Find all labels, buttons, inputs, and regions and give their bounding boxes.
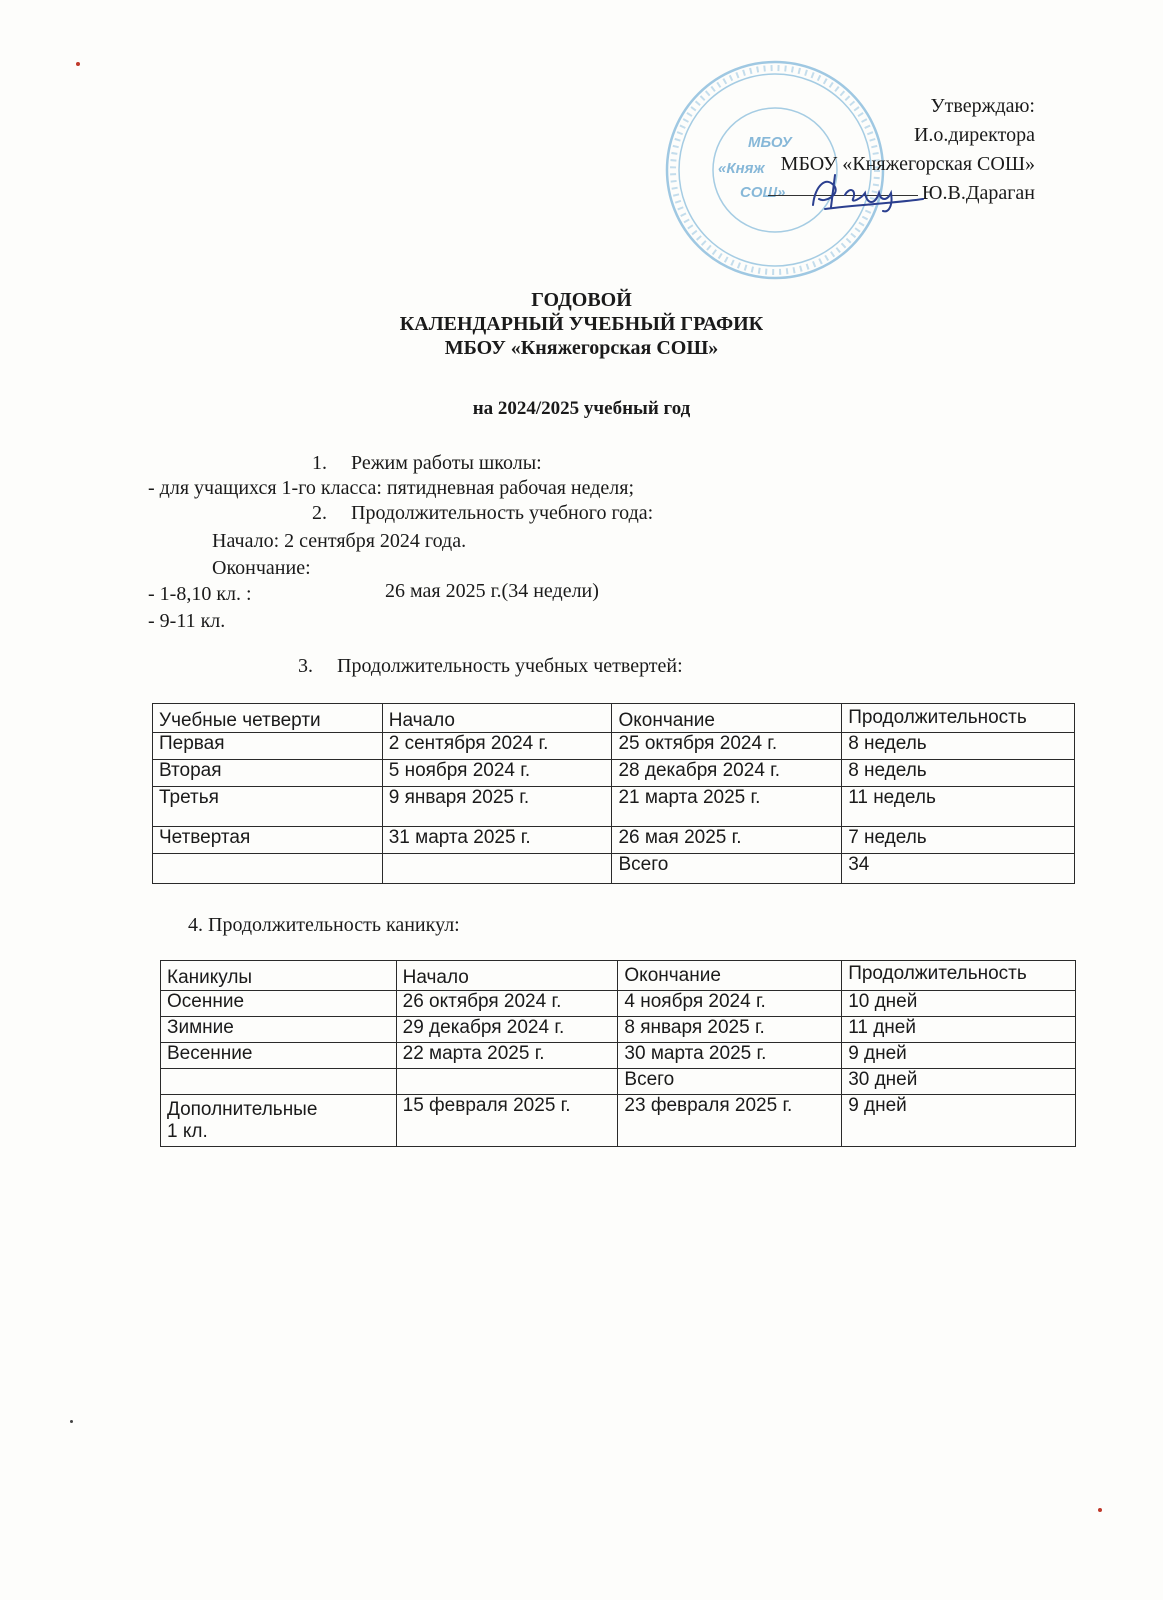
table-cell: Дополнительные 1 кл. — [161, 1095, 397, 1147]
table-cell: 30 марта 2025 г. — [618, 1043, 842, 1069]
table-cell: 5 ноября 2024 г. — [382, 760, 612, 787]
table-cell: Всего — [612, 854, 842, 884]
table-cell: Первая — [153, 733, 383, 760]
holidays-table — [160, 960, 1076, 1147]
title-line-1: ГОДОВОЙ — [531, 289, 632, 311]
svg-text:МБОУ: МБОУ — [748, 134, 792, 151]
section-4-heading: 4. Продолжительность каникул: — [188, 914, 460, 936]
table-cell: 9 января 2025 г. — [382, 787, 612, 827]
table-cell: 29 декабря 2024 г. — [396, 1017, 618, 1043]
section-2-heading — [312, 502, 653, 525]
svg-text:«Княж: «Княж — [718, 160, 765, 177]
section-3-heading — [298, 655, 683, 678]
handwritten-signature — [805, 165, 925, 215]
document-title — [0, 288, 1163, 360]
header-cell: Продолжительность — [842, 704, 1075, 733]
table-header-row — [153, 704, 1075, 733]
table-cell: 8 января 2025 г. — [618, 1017, 842, 1043]
title-line-3: МБОУ «Княжегорская СОШ» — [444, 337, 719, 359]
table-total-row — [153, 854, 1075, 884]
table-row — [161, 1043, 1076, 1069]
table-cell: 2 сентября 2024 г. — [382, 733, 612, 760]
table-row — [153, 827, 1075, 854]
header-cell: Начало — [396, 961, 618, 991]
table-cell: 9 дней — [842, 1043, 1076, 1069]
section-2-title: Продолжительность учебного года: — [351, 502, 654, 524]
table-row — [153, 760, 1075, 787]
year-end-grades-1-8-10-label: - 1-8,10 кл. : — [148, 583, 252, 605]
table-cell: Всего — [618, 1069, 842, 1095]
approval-line-2: И.о.директора — [913, 124, 1035, 146]
academic-year: на 2024/2025 учебный год — [472, 398, 691, 419]
table-cell: 28 декабря 2024 г. — [612, 760, 842, 787]
year-start: Начало: 2 сентября 2024 года. — [212, 530, 467, 552]
section-1-number: 1. — [312, 452, 327, 474]
section-2-number: 2. — [312, 502, 327, 524]
table-cell: 23 февраля 2025 г. — [618, 1095, 842, 1147]
table-row — [153, 733, 1075, 760]
table-cell: 9 дней — [842, 1095, 1076, 1147]
table-cell: 26 октября 2024 г. — [396, 991, 618, 1017]
section-3-title: Продолжительность учебных четвертей: — [337, 655, 683, 677]
table-cell — [153, 854, 383, 884]
header-cell: Учебные четверти — [153, 704, 383, 733]
table-cell: Вторая — [153, 760, 383, 787]
approval-line-1: Утверждаю: — [930, 95, 1035, 117]
header-cell: Продолжительность — [842, 961, 1076, 991]
table-cell — [382, 854, 612, 884]
section-1-item: - для учащихся 1-го класса: пятидневная рабочая неделя; — [148, 477, 635, 499]
header-cell: Окончание — [618, 961, 842, 991]
svg-text:СОШ»: СОШ» — [740, 184, 786, 201]
section-1-title: Режим работы школы: — [351, 452, 542, 474]
table-row — [161, 991, 1076, 1017]
table-cell: 8 недель — [842, 733, 1075, 760]
header-cell: Каникулы — [161, 961, 397, 991]
table-cell: 4 ноября 2024 г. — [618, 991, 842, 1017]
scan-speck — [1098, 1508, 1102, 1512]
table-cell: 30 дней — [842, 1069, 1076, 1095]
table-cell: Осенние — [161, 991, 397, 1017]
table-cell: 31 марта 2025 г. — [382, 827, 612, 854]
table-row — [161, 1017, 1076, 1043]
approval-line-3: МБОУ «Княжегорская СОШ» — [780, 153, 1035, 175]
scan-speck — [70, 1420, 73, 1423]
table-cell: 34 — [842, 854, 1075, 884]
table-cell — [161, 1069, 397, 1095]
table-cell: 25 октября 2024 г. — [612, 733, 842, 760]
table-row — [153, 787, 1075, 827]
table-cell: 22 марта 2025 г. — [396, 1043, 618, 1069]
table-cell: 8 недель — [842, 760, 1075, 787]
table-cell: Третья — [153, 787, 383, 827]
table-cell: 11 недель — [842, 787, 1075, 827]
year-end-grades-9-11-label: - 9-11 кл. — [148, 610, 226, 632]
quarters-table — [152, 703, 1075, 884]
table-cell: 7 недель — [842, 827, 1075, 854]
header-cell: Окончание — [612, 704, 842, 733]
section-1-heading — [312, 452, 542, 475]
table-total-row — [161, 1069, 1076, 1095]
table-cell: 21 марта 2025 г. — [612, 787, 842, 827]
section-3-number: 3. — [298, 655, 313, 677]
table-header-row — [161, 961, 1076, 991]
year-end-grades-1-8-10-value: 26 мая 2025 г.(34 недели) — [385, 580, 599, 602]
title-line-2: КАЛЕНДАРНЫЙ УЧЕБНЫЙ ГРАФИК — [399, 313, 764, 335]
table-cell: Четвертая — [153, 827, 383, 854]
header-cell: Начало — [382, 704, 612, 733]
table-cell: Зимние — [161, 1017, 397, 1043]
table-cell: 15 февраля 2025 г. — [396, 1095, 618, 1147]
scan-speck — [76, 62, 80, 66]
year-end-label: Окончание: — [212, 557, 311, 579]
table-row — [161, 1095, 1076, 1147]
table-cell: 26 мая 2025 г. — [612, 827, 842, 854]
approval-signatory-name: Ю.В.Дараган — [921, 182, 1035, 204]
table-cell — [396, 1069, 618, 1095]
table-cell: 11 дней — [842, 1017, 1076, 1043]
table-cell: 10 дней — [842, 991, 1076, 1017]
table-cell: Весенние — [161, 1043, 397, 1069]
